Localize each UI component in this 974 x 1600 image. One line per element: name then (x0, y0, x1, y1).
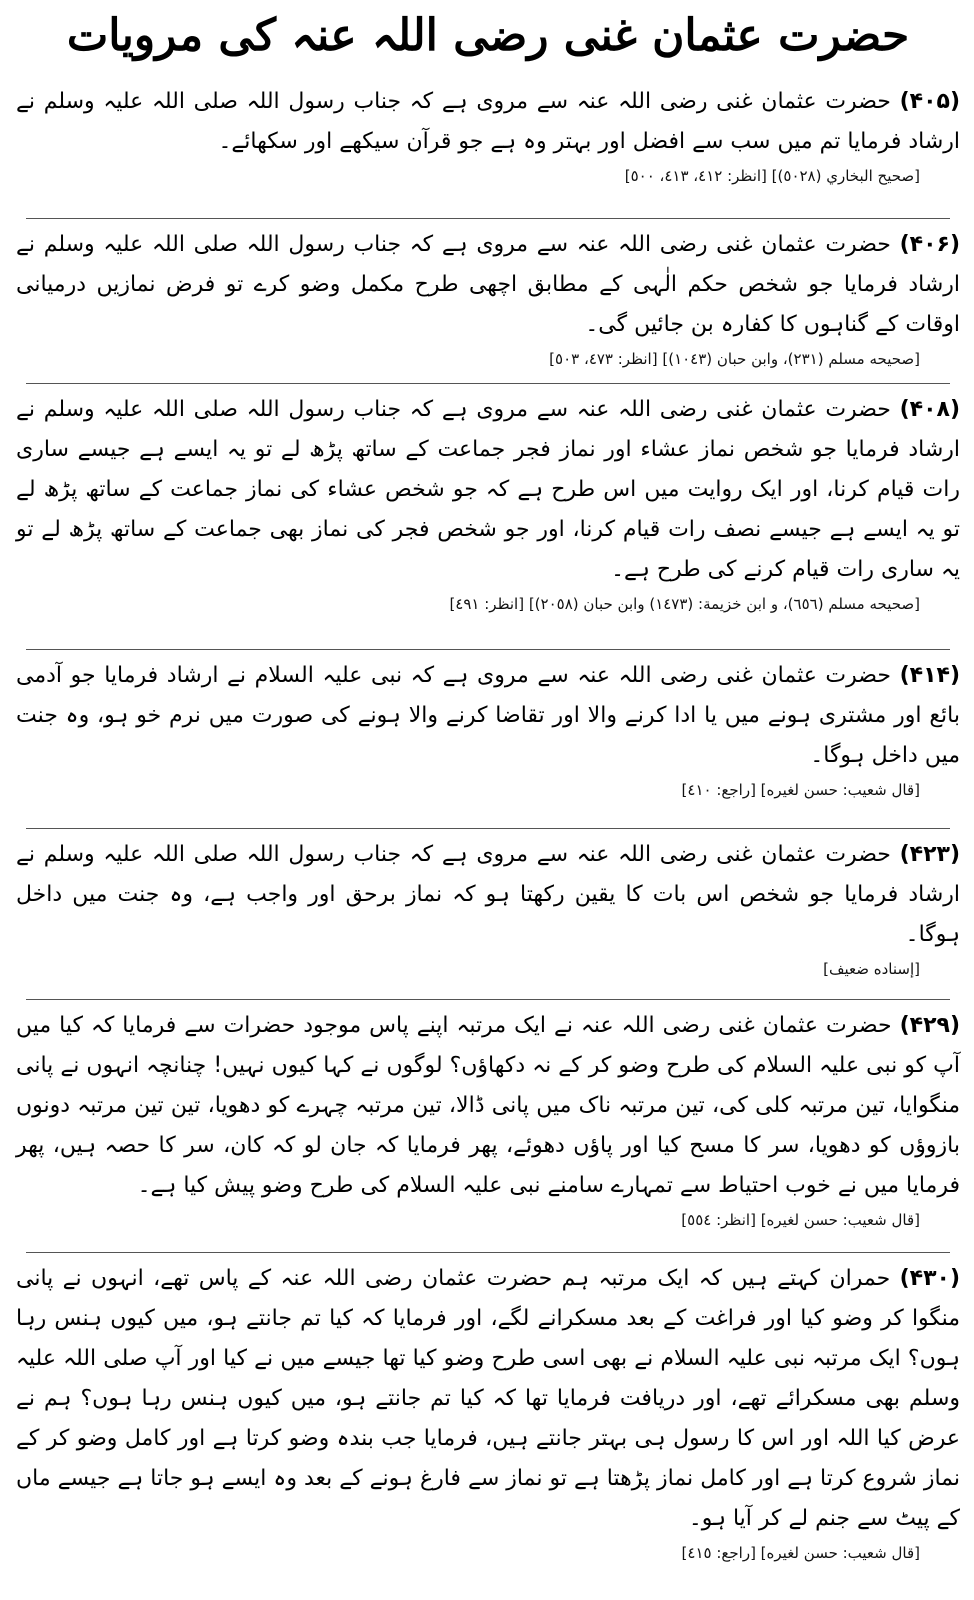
hadith-423 (16, 829, 960, 999)
hadith-number: (۴۲۹) (899, 1013, 960, 1038)
hadith-body: حمران کہتے ہیں کہ ایک مرتبہ ہم حضرت عثمان رضی اللہ عنہ کے پاس تھے، انہوں نے پانی منگوا کر وضو کیا اور فراغت کے بعد مسکرانے لگے، اور فرمایا کہ کیا تم جانتے ہو، میں کیوں ہنس رہا ہوں؟ ایک مرتبہ نبی علیہ السلام نے بھی اسی طرح وضو کیا تھا جیسے میں نے کیا اور آپ صلی اللہ علیہ وسلم بھی مسکرائے تھے، اور دریافت فرمایا تھا کہ کیا تم جانتے ہو، میں کیوں ہنس رہا ہوں؟ ہم نے عرض کیا اللہ اور اس کا رسول ہی بہتر جانتے ہیں، فرمایا جب بندہ وضو کرتا ہے اور کامل وضو کر کے نماز شروع کرتا ہے اور کامل نماز پڑھتا ہے تو نماز سے فارغ ہونے کے بعد وہ ایسے ہو جاتا ہے جیسے ماں کے پیٹ سے جنم لے کر آیا ہو۔ (16, 1266, 960, 1531)
hadith-414 (16, 650, 960, 828)
hadith-body: حضرت عثمان غنی رضی اللہ عنہ سے مروی ہے کہ جناب رسول اللہ صلی اللہ علیہ وسلم نے ارشاد فرمایا جو شخص حکم الٰہی کے مطابق اچھی طرح مکمل وضو کرے تو فرض نمازیں درمیانی اوقات کے گناہوں کا کفارہ بن جائیں گی۔ (16, 232, 960, 337)
hadith-body: حضرت عثمان غنی رضی اللہ عنہ سے مروی ہے کہ جناب رسول اللہ صلی اللہ علیہ وسلم نے ارشاد فرمایا تم میں سب سے افضل اور بہتر وہ ہے جو قرآن سیکھے اور سکھائے۔ (16, 89, 960, 154)
hadith-408 (16, 384, 960, 649)
hadith-reference: [صحيحه مسلم (٢٣١)، وابن حبان (١٠٤٣)] [انظر: ٤٧٣، ٥٠٣] (549, 350, 920, 368)
hadith-406 (16, 219, 960, 383)
hadith-text (16, 82, 960, 162)
hadith-number: (۴۰۸) (899, 397, 960, 422)
hadith-reference: [قال شعيب: حسن لغيره] [راجع: ٤١٠] (681, 781, 920, 799)
hadith-405 (16, 76, 960, 218)
hadith-body: حضرت عثمان غنی رضی اللہ عنہ سے مروی ہے کہ جناب رسول اللہ صلی اللہ علیہ وسلم نے ارشاد فرمایا جو شخص اس بات کا یقین رکھتا ہو کہ نماز برحق اور واجب ہے، وہ جنت میں داخل ہوگا۔ (16, 842, 960, 947)
hadith-429 (16, 1000, 960, 1252)
hadith-number: (۴۲۳) (899, 842, 960, 867)
hadith-number: (۴۱۴) (899, 663, 960, 688)
hadith-reference: [قال شعيب: حسن لغيره] [راجع: ٤١٥] (681, 1544, 920, 1562)
hadith-text (16, 1006, 960, 1206)
hadith-reference: [صحيحه مسلم (٦٥٦)، و ابن خزيمة: (١٤٧٣) وابن حبان (٢٠٥٨)] [انظر: ٤٩١] (449, 595, 920, 613)
hadith-text (16, 656, 960, 776)
hadith-reference: [صحيح البخاري (٥٠٢٨)] [انظر: ٤١٢، ٤١٣، ٥٠٠] (624, 167, 920, 185)
page-title: حضرت عثمان غنی رضی اللہ عنہ کی مرویات (66, 10, 910, 61)
hadith-text (16, 1259, 960, 1539)
hadith-number: (۴۰۵) (899, 89, 960, 114)
hadith-body: حضرت عثمان غنی رضی اللہ عنہ نے ایک مرتبہ اپنے پاس موجود حضرات سے فرمایا کہ کیا میں آپ کو نبی علیہ السلام کی طرح وضو کر کے نہ دکھاؤں؟ لوگوں نے کہا کیوں نہیں! چنانچہ انہوں نے پانی منگوایا، تین مرتبہ کلی کی، تین مرتبہ ناک میں پانی ڈالا، تین مرتبہ چہرے کو دھویا، تین تین مرتبہ دونوں بازوؤں کو دھویا، سر کا مسح کیا اور پاؤں دھوئے، پھر فرمایا کہ جان لو کہ کان، سر کا حصہ ہیں، پھر فرمایا میں نے خوب احتیاط سے تمہارے سامنے نبی علیہ السلام کی طرح وضو پیش کیا ہے۔ (16, 1013, 960, 1198)
hadith-number: (۴۳۰) (899, 1266, 960, 1291)
hadith-text (16, 835, 960, 955)
hadith-430 (16, 1253, 960, 1593)
hadith-reference: [قال شعيب: حسن لغيره] [انظر: ٥٥٤] (681, 1211, 920, 1229)
hadith-body: حضرت عثمان غنی رضی اللہ عنہ سے مروی ہے کہ نبی علیہ السلام نے ارشاد فرمایا جو آدمی بائع اور مشتری ہونے میں یا ادا کرنے والا اور تقاضا کرنے والا ہونے کی صورت میں نرم خو ہو، وہ جنت میں داخل ہوگا۔ (16, 663, 960, 768)
hadith-body: حضرت عثمان غنی رضی اللہ عنہ سے مروی ہے کہ جناب رسول اللہ صلی اللہ علیہ وسلم نے ارشاد فرمایا جو شخص نماز عشاء اور نماز فجر جماعت کے ساتھ پڑھ لے تو یہ ایسے ہے جیسے ساری رات قیام کرنا، اور ایک روایت میں اس طرح ہے کہ جو شخص عشاء کی نماز جماعت کے ساتھ پڑھ لے تو یہ ایسے ہے جیسے نصف رات قیام کرنا، اور جو شخص فجر کی نماز بھی جماعت کے ساتھ پڑھ لے تو یہ ساری رات قیام کرنے کی طرح ہے۔ (16, 397, 960, 582)
hadith-number: (۴۰۶) (899, 232, 960, 257)
hadith-text (16, 225, 960, 345)
hadith-text (16, 390, 960, 590)
hadith-reference: [إسناده ضعيف] (823, 960, 920, 978)
